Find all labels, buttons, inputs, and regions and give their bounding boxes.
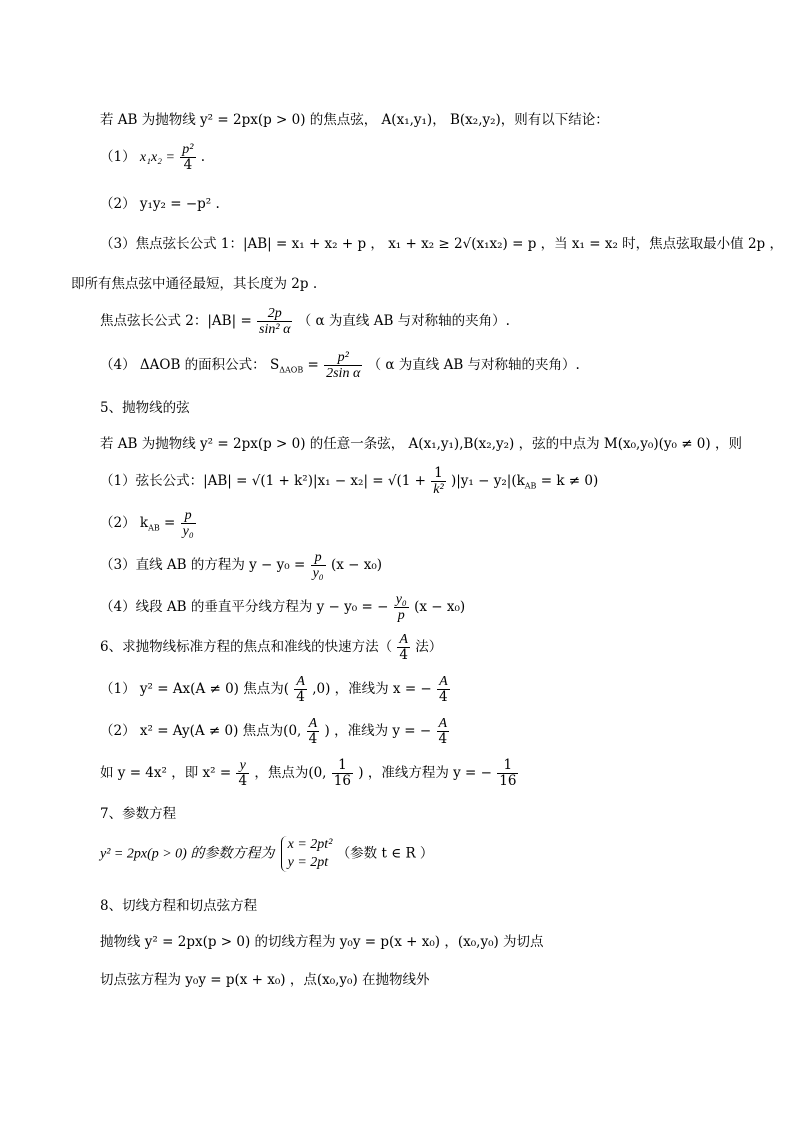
s6-title-fraction	[397, 632, 410, 663]
focal-c2: （2） y₁y₂ = −p² .	[100, 196, 220, 212]
s5-l1	[100, 466, 794, 497]
s6ex-den: 4	[238, 773, 248, 789]
s6l2-den2: 4	[438, 731, 448, 747]
s6-title-num: A	[397, 632, 410, 648]
s6l2-pre: （2） x² = Ay(A ≠ 0) 焦点为(0,	[100, 723, 302, 739]
s5l1-post: )|y₁ − y₂|(k	[450, 473, 525, 489]
s5-l2	[100, 508, 794, 539]
s5l3-post: (x − x₀)	[330, 557, 383, 573]
s6ex-fraction	[236, 758, 249, 789]
s6l2-fraction	[307, 716, 320, 747]
s6ex-fraction2	[332, 758, 353, 789]
c3c-fraction	[257, 306, 292, 337]
s6l1-num2: A	[437, 674, 450, 690]
s5l4-fraction	[394, 592, 409, 623]
s6l1-pre: （1） y² = Ax(A ≠ 0) 焦点为(	[100, 681, 289, 697]
s5l3-num: p	[311, 550, 326, 566]
focal-c3a: （3）焦点弦长公式 1：|AB| = x₁ + x₂ + p ， x₁ + x₂ ≥ 2√(x₁x₂) = p ，当 x₁ = x₂ 时，焦点弦取最小值 2p ，	[100, 236, 783, 252]
c4-sub: ΔAOB	[279, 365, 304, 375]
s5l4-pre: （4）线段 AB 的垂直平分线方程为 y − y₀ = −	[100, 599, 389, 615]
s6l1-mid: ,0) ，准线为 x = −	[312, 681, 432, 697]
s6l1-den2: 4	[439, 689, 448, 705]
s6l2-num: A	[307, 716, 320, 732]
c1-den: 4	[183, 157, 193, 173]
s5l1-sqrt: √(1 +	[387, 473, 426, 489]
s7-eq1: x = 2pt²	[287, 837, 333, 852]
c4-eq: =	[307, 357, 319, 373]
focal-c1	[100, 142, 794, 173]
s6l1-num: A	[294, 674, 307, 690]
s6l1-fraction2	[437, 674, 450, 705]
s6l2-fraction2	[437, 716, 450, 747]
s5-title: 5、抛物线的弦	[100, 400, 190, 416]
focal-c3c	[100, 306, 794, 337]
s7-post: （参数 t ∈ R ）	[336, 845, 434, 862]
s5l2-sub: AB	[148, 523, 160, 533]
s5l1-sub: AB	[524, 481, 537, 491]
s5-l3	[100, 550, 794, 581]
s6-example	[100, 758, 794, 789]
focal-c4	[100, 350, 794, 381]
c3c-num: 2p	[257, 306, 292, 322]
s7-pre: y² = 2px(p > 0) 的参数方程为	[100, 846, 275, 862]
c4-fraction	[324, 350, 362, 381]
c1-end: .	[200, 149, 206, 165]
s5l2-num: p	[181, 508, 196, 524]
s5l1-fraction	[431, 466, 445, 497]
s6ex-mid2: ) ，准线方程为 y = −	[358, 765, 492, 781]
s6ex-num3: 1	[497, 758, 518, 774]
s5l1-end: = k ≠ 0)	[536, 473, 599, 489]
s5l3-pre: （3）直线 AB 的方程为 y − y₀ =	[100, 557, 306, 573]
s5l4-num: y₀	[395, 592, 407, 607]
s5l2-fraction	[181, 508, 196, 539]
focal-intro: 若 AB 为抛物线 y² = 2px(p > 0) 的焦点弦， A(x₁,y₁)， B(x₂,y₂)，则有以下结论：	[100, 112, 609, 128]
s8-title: 8、切线方程和切点弦方程	[100, 898, 258, 914]
s6ex-num: y	[236, 758, 249, 774]
s5l2-den: y₀	[182, 524, 194, 539]
s8-l2: 切点弦方程为 y₀y = p(x + x₀) ，点(x₀,y₀) 在抛物线外	[100, 972, 430, 988]
s5-l4	[100, 592, 794, 623]
s5l2-eq: =	[159, 515, 176, 531]
s7-eq	[100, 836, 794, 872]
s7-title: 7、参数方程	[100, 806, 177, 822]
c1-num: p²	[182, 142, 194, 157]
s6-title-den: 4	[399, 647, 408, 663]
s5l1-num: 1	[431, 466, 445, 482]
s6-title-pre: 6、求抛物线标准方程的焦点和准线的快速方法（	[100, 639, 393, 655]
c3c-post: （ α 为直线 AB 与对称轴的夹角）.	[297, 313, 510, 329]
c3c-pre: 焦点弦长公式 2：|AB| =	[100, 313, 252, 329]
s5l2-pre: （2） k	[100, 515, 149, 531]
s5-intro: 若 AB 为抛物线 y² = 2px(p > 0) 的任意一条弦， A(x₁,y₁),B(x₂,y₂) ，弦的中点为 M(x₀,y₀)(y₀ ≠ 0) ，则	[100, 436, 742, 452]
s7-eq2: y = 2pt	[287, 855, 329, 870]
focal-c3b: 即所有焦点弦中通径最短，其长度为 2p .	[71, 276, 318, 292]
s8-l1: 抛物线 y² = 2px(p > 0) 的切线方程为 y₀y = p(x + x₀) ，(x₀,y₀) 为切点	[100, 934, 544, 950]
c3c-den: sin² α	[259, 322, 291, 337]
s5l4-post: (x − x₀)	[414, 599, 466, 615]
s6l2-den: 4	[308, 731, 318, 747]
s6-l1	[100, 674, 794, 705]
c4-den: 2sin α	[326, 366, 361, 381]
s6ex-pre: 如 y = 4x² ，即 x² =	[100, 765, 232, 781]
s6-title-post: 法）	[415, 639, 443, 655]
s6l1-fraction	[294, 674, 307, 705]
s6l1-den: 4	[296, 689, 305, 705]
s5l4-den: p	[397, 608, 405, 623]
s6l2-num2: A	[437, 716, 450, 732]
c1-label: （1）	[100, 149, 136, 165]
c1-lhs: x₁x₂ =	[139, 150, 175, 165]
s6ex-num2: 1	[332, 758, 353, 774]
s6ex-den3: 16	[499, 773, 517, 789]
s6-l2	[100, 716, 794, 747]
s7-system	[281, 836, 333, 872]
s6l2-mid: ) ，准线为 y = −	[324, 723, 432, 739]
c4-num: p²	[324, 350, 362, 366]
c4-pre: （4） ΔAOB 的面积公式： S	[100, 357, 280, 373]
c1-fraction	[180, 142, 195, 173]
s6-title	[100, 632, 794, 663]
s5l3-fraction	[311, 550, 326, 581]
s6ex-mid: ，焦点为(0,	[254, 765, 327, 781]
s5l3-den: y₀	[312, 566, 324, 581]
s5l1-den: k²	[433, 482, 444, 497]
s6ex-fraction3	[497, 758, 518, 789]
s5l1-pre: （1）弦长公式：|AB| = √(1 + k²)|x₁ − x₂| =	[100, 473, 384, 489]
s6ex-den2: 16	[333, 773, 351, 789]
c4-post: （ α 为直线 AB 与对称轴的夹角）.	[367, 357, 580, 373]
